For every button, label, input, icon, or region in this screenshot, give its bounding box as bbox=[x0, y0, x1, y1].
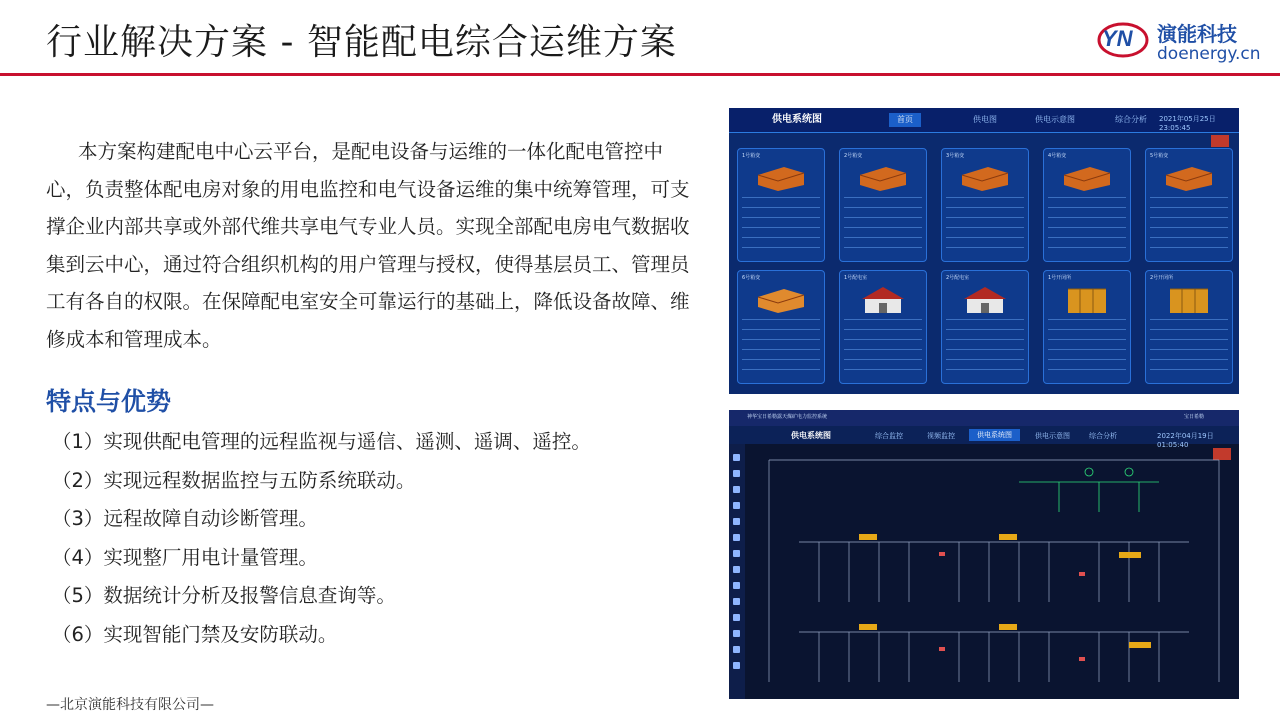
feature-item: （2）实现远程数据监控与五防系统联动。 bbox=[52, 468, 416, 492]
single-line-diagram bbox=[759, 452, 1229, 694]
screenshot2-tab[interactable]: 供电系统图 bbox=[969, 429, 1020, 441]
screenshot1-time: 2021年05月25日 23:05:45 bbox=[1159, 115, 1216, 132]
screenshot2-sidebar bbox=[729, 444, 745, 699]
sidebar-icon[interactable] bbox=[733, 550, 740, 557]
switchgear-icon bbox=[1162, 285, 1216, 315]
logo-name: 演能科技 bbox=[1157, 22, 1237, 46]
sidebar-icon[interactable] bbox=[733, 486, 740, 493]
feature-item: （3）远程故障自动诊断管理。 bbox=[52, 507, 318, 530]
intro-paragraph: 本方案构建配电中心云平台，是配电设备与运维的一体化配电管控中心，负责整体配电房对象的用电监控和电气设备运维的集中统筹管理，可支撑企业内部共享或外部代维共享电气专业人员。实现全部配电房电气数据收集到云中心，通过符合组织机构的用户管理与授权，使得基层员工、管理员工有各自的权限。在保障配电室安全可靠运行的基础上，降低设备故障、维修成本和管理成本。 bbox=[46, 140, 690, 351]
sidebar-icon[interactable] bbox=[733, 662, 740, 669]
sidebar-icon[interactable] bbox=[733, 534, 740, 541]
sidebar-icon[interactable] bbox=[733, 566, 740, 573]
transformer-icon bbox=[1162, 163, 1216, 193]
substation-house-icon bbox=[958, 285, 1012, 315]
card-name: 2号箱变 bbox=[844, 153, 863, 159]
features-list bbox=[52, 426, 591, 657]
sidebar-icon[interactable] bbox=[733, 598, 740, 605]
transformer-icon bbox=[1060, 163, 1114, 193]
slide-title: 行业解决方案 - 智能配电综合运维方案 bbox=[46, 22, 677, 63]
switchgear-icon bbox=[1060, 285, 1114, 315]
equipment-card[interactable] bbox=[839, 148, 927, 262]
card-name: 1号箱变 bbox=[742, 153, 761, 159]
equipment-card[interactable] bbox=[839, 270, 927, 384]
screenshot2-tab[interactable]: 供电示意图 bbox=[1035, 432, 1070, 440]
screenshot2-time: 2022年04月19日 01:05:40 bbox=[1157, 432, 1214, 449]
yn-logo-icon bbox=[1097, 16, 1149, 60]
sidebar-icon[interactable] bbox=[733, 646, 740, 653]
screenshot2-tab[interactable]: 综合分析 bbox=[1089, 432, 1117, 440]
card-name: 1号配电室 bbox=[844, 275, 868, 281]
screenshot1-alert-button[interactable] bbox=[1211, 135, 1229, 147]
sidebar-icon[interactable] bbox=[733, 614, 740, 621]
screenshot1-tab[interactable]: 首页 bbox=[889, 113, 921, 127]
screenshot1-brand: 供电系统图 bbox=[772, 114, 822, 125]
screenshot2-user[interactable]: 宝日希勒 bbox=[1184, 414, 1205, 420]
card-name: 3号箱变 bbox=[946, 153, 965, 159]
screenshot2-system-title: 神华宝日希勒露天煤矿电力监控系统 bbox=[747, 414, 828, 420]
sidebar-icon[interactable] bbox=[733, 454, 740, 461]
card-name: 5号箱变 bbox=[1150, 153, 1169, 159]
card-name: 4号箱变 bbox=[1048, 153, 1067, 159]
svg-text:YN: YN bbox=[1102, 26, 1133, 51]
equipment-card-grid bbox=[737, 148, 1231, 388]
equipment-card[interactable] bbox=[941, 270, 1029, 384]
sidebar-icon[interactable] bbox=[733, 630, 740, 637]
features-heading: 特点与优势 bbox=[46, 387, 172, 416]
feature-item: （6）实现智能门禁及安防联动。 bbox=[52, 622, 338, 646]
transformer-icon bbox=[856, 163, 910, 193]
equipment-card[interactable] bbox=[1145, 148, 1233, 262]
equipment-card[interactable] bbox=[1145, 270, 1233, 384]
equipment-card[interactable] bbox=[737, 148, 825, 262]
screenshot2-brand: 供电系统图 bbox=[791, 431, 831, 440]
screenshot2-tab[interactable]: 视频监控 bbox=[927, 432, 955, 440]
screenshot1-tab[interactable]: 供电示意图 bbox=[1035, 115, 1075, 124]
screenshot2-titlebar bbox=[729, 410, 1239, 426]
sidebar-icon[interactable] bbox=[733, 470, 740, 477]
equipment-card[interactable] bbox=[1043, 270, 1131, 384]
transformer-icon bbox=[958, 163, 1012, 193]
feature-item: （5）数据统计分析及报警信息查询等。 bbox=[52, 584, 396, 607]
sidebar-icon[interactable] bbox=[733, 582, 740, 589]
screenshot2-tab[interactable]: 综合监控 bbox=[875, 432, 903, 440]
transformer-icon bbox=[754, 163, 808, 193]
dashboard-screenshot-1 bbox=[729, 108, 1239, 394]
equipment-card[interactable] bbox=[1043, 148, 1131, 262]
footer-company: —北京演能科技有限公司— bbox=[46, 697, 214, 713]
card-name: 6号箱变 bbox=[742, 275, 761, 281]
sidebar-icon[interactable] bbox=[733, 518, 740, 525]
dashboard-screenshot-2 bbox=[729, 410, 1239, 699]
equipment-card[interactable] bbox=[737, 270, 825, 384]
card-name: 2号开闭所 bbox=[1150, 275, 1174, 281]
sidebar-icon[interactable] bbox=[733, 502, 740, 509]
equipment-card[interactable] bbox=[941, 148, 1029, 262]
screenshot1-tab[interactable]: 供电图 bbox=[973, 115, 997, 124]
card-name: 1号开闭所 bbox=[1048, 275, 1072, 281]
feature-item: （4）实现整厂用电计量管理。 bbox=[52, 545, 318, 569]
substation-house-icon bbox=[856, 285, 910, 315]
screenshot1-tab[interactable]: 综合分析 bbox=[1115, 115, 1147, 124]
transformer-icon bbox=[754, 285, 808, 315]
title-divider bbox=[0, 73, 1280, 76]
logo-domain: doenergy.cn bbox=[1157, 44, 1261, 64]
company-logo bbox=[1097, 14, 1267, 64]
feature-item: （1）实现供配电管理的远程监视与遥信、遥测、遥调、遥控。 bbox=[52, 430, 591, 453]
card-name: 2号配电室 bbox=[946, 275, 970, 281]
